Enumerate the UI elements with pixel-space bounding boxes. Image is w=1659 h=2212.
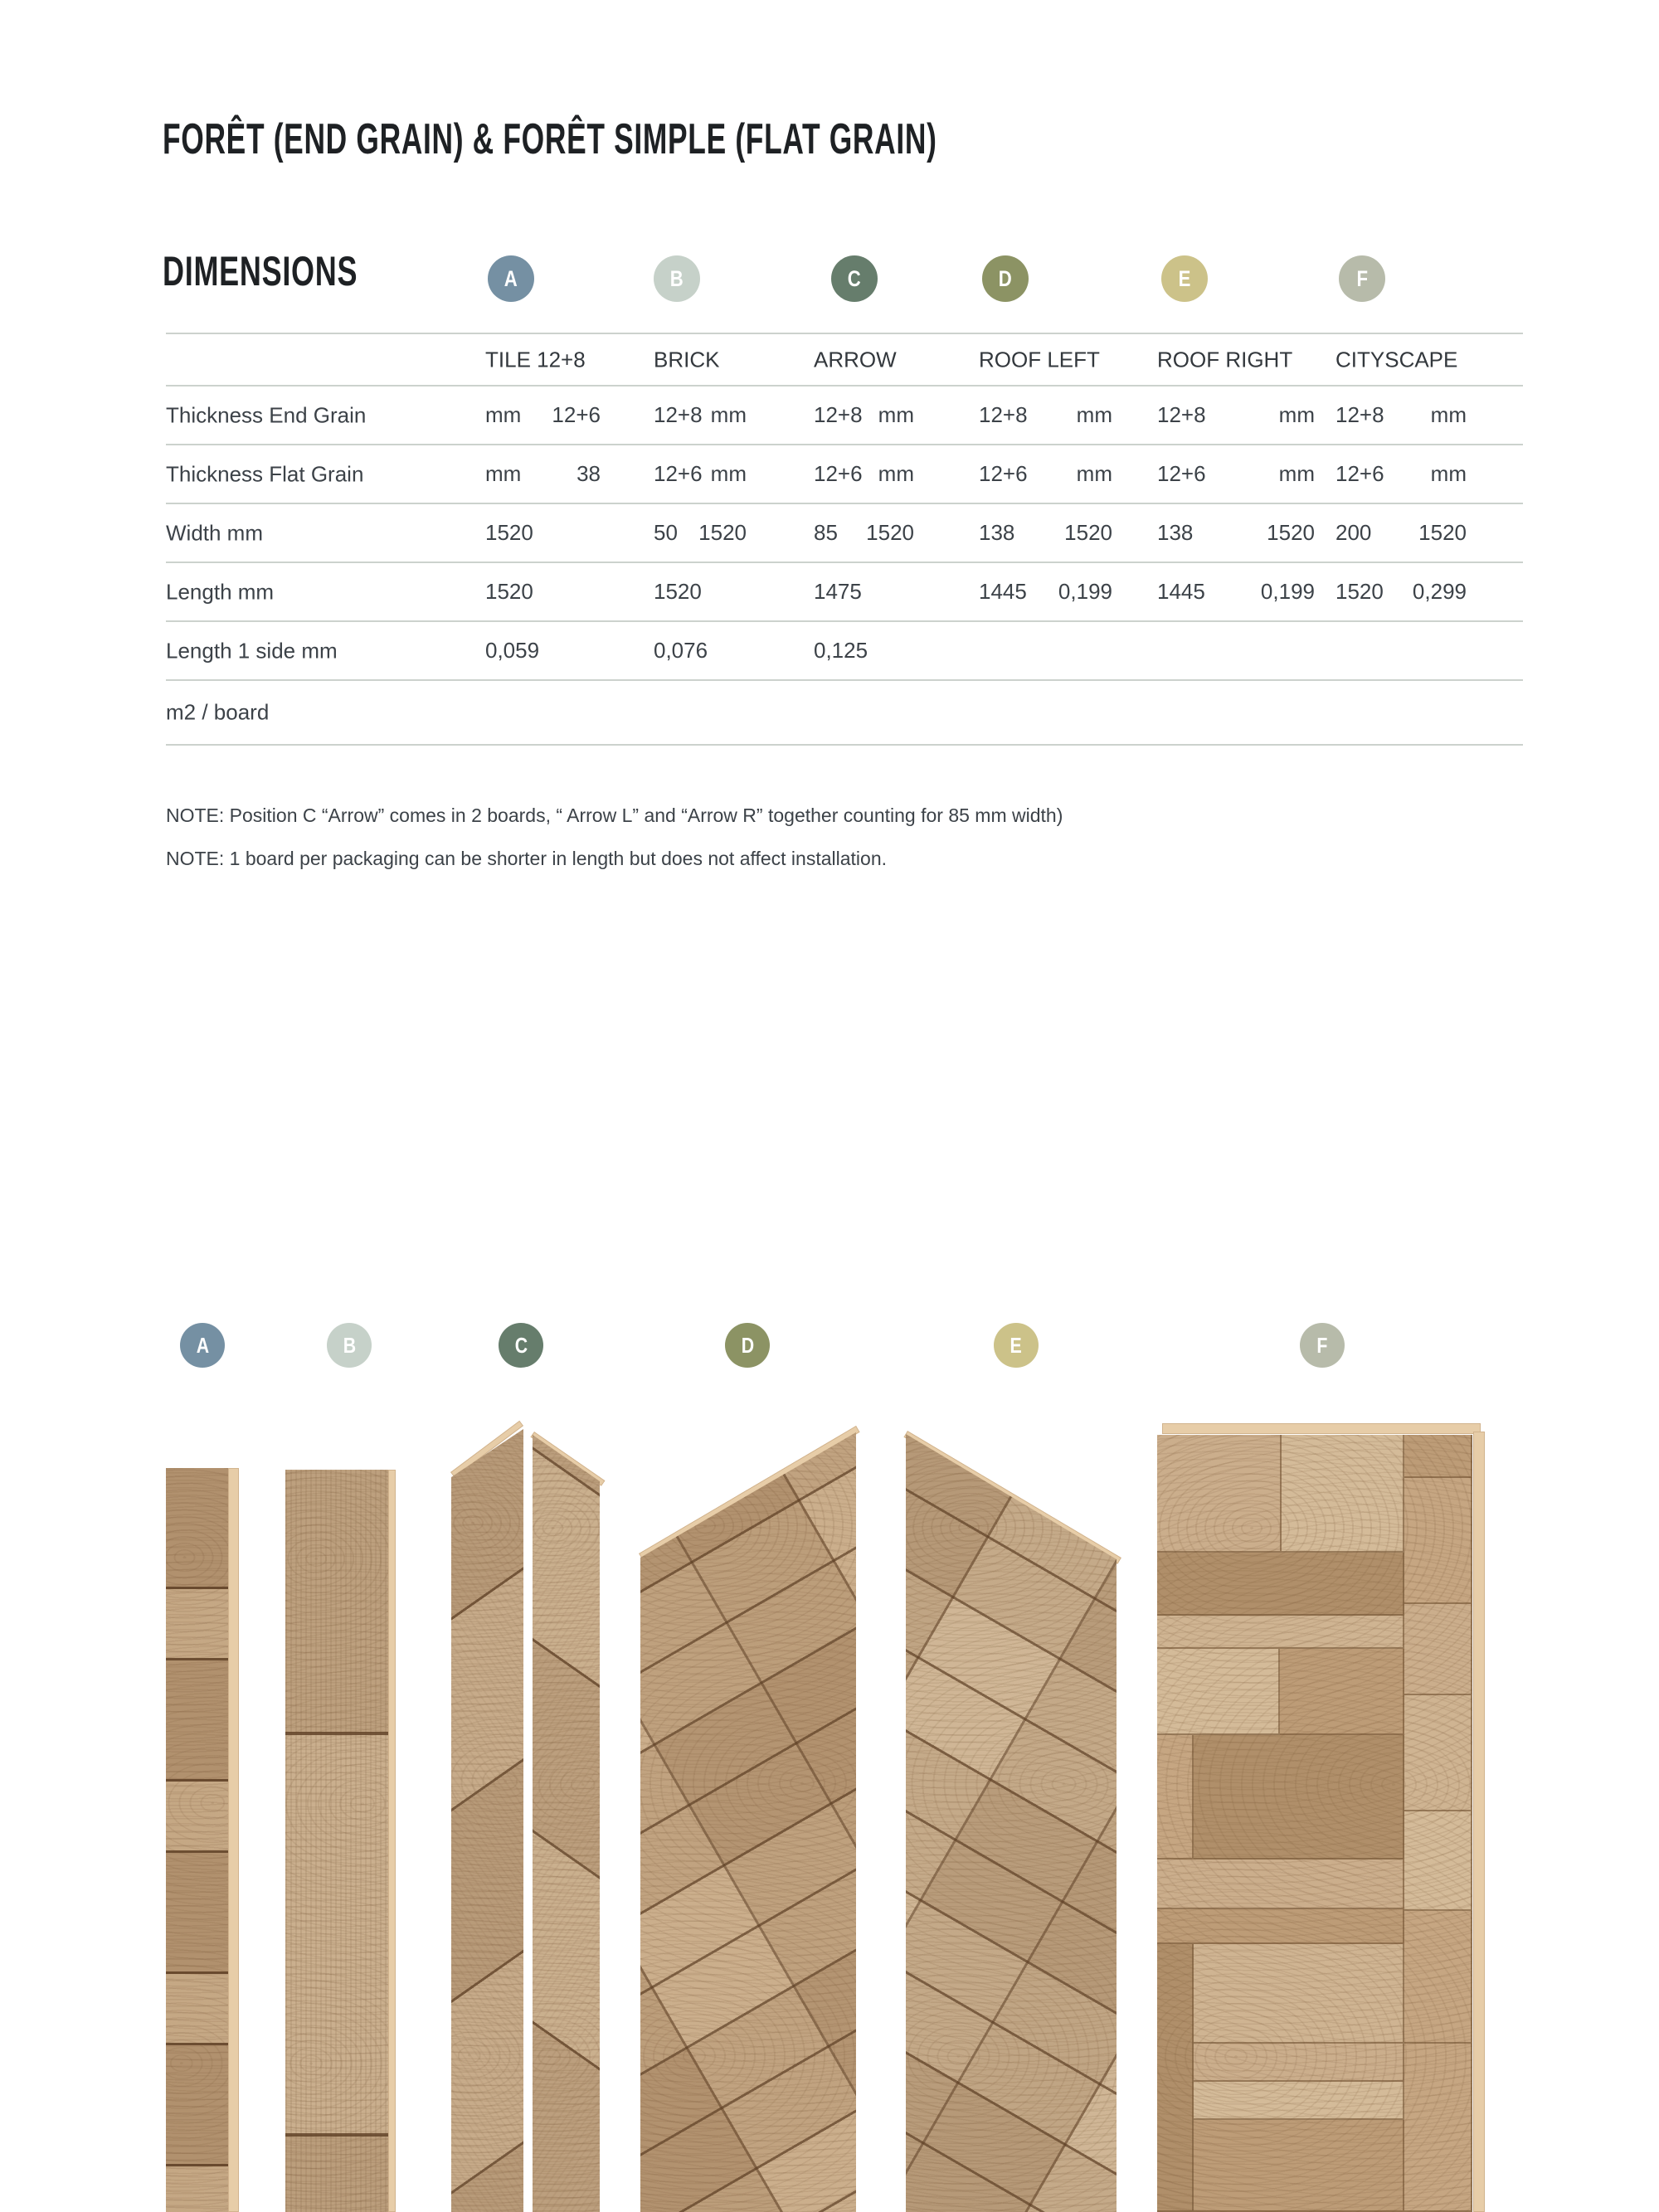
wood-texture (285, 1470, 388, 2212)
wood-sample-roof-right (906, 1434, 1117, 2212)
wood-block (1404, 1695, 1472, 1811)
column-header-c: ARROW (814, 347, 897, 372)
cell-value-left: 12+6 (654, 461, 703, 486)
wood-texture (533, 1435, 600, 2212)
cell-value-right: mm (878, 402, 914, 427)
cell-value-right: mm (710, 461, 747, 486)
plank-tongue (1473, 1432, 1485, 2212)
cell-value-left: 12+8 (814, 402, 863, 427)
wood-block (1157, 1553, 1404, 1616)
cell-value-right: mm (878, 461, 914, 486)
table-cell (979, 622, 1112, 679)
cell-value-left: 12+6 (1335, 461, 1384, 486)
cell-value-right: mm (1076, 402, 1112, 427)
table-cell (1157, 622, 1315, 679)
position-circle-c (831, 255, 878, 302)
table-cell (814, 445, 914, 503)
cell-value-left: 1475 (814, 579, 862, 604)
table-cell (1157, 681, 1315, 744)
table-cell (979, 445, 1112, 503)
cell-value-right: mm (1076, 461, 1112, 486)
plank-tongue (1162, 1423, 1481, 1434)
wood-block (1157, 1735, 1194, 1860)
wood-texture (1157, 1435, 1472, 2212)
row-label: Length 1 side mm (166, 638, 338, 663)
table-cell (1335, 622, 1467, 679)
cell-value-left: 1520 (485, 520, 533, 545)
wood-block (1404, 1604, 1472, 1695)
table-cell (979, 386, 1112, 444)
cell-value-right: mm (1430, 461, 1467, 486)
position-circle-e (994, 1323, 1039, 1368)
table-cell (485, 504, 601, 562)
wood-sample-brick (285, 1470, 396, 2212)
table-row (166, 444, 1523, 503)
table-row (166, 620, 1523, 679)
cell-value-left: 12+6 (979, 461, 1028, 486)
cell-value-left: 85 (814, 520, 838, 545)
wood-block (1194, 2120, 1404, 2212)
cell-value-right: 0,299 (1412, 579, 1467, 604)
row-label: Width mm (166, 520, 263, 545)
table-cell (654, 445, 747, 503)
position-circle-a (180, 1323, 225, 1368)
table-cell (654, 386, 747, 444)
cell-value-left: 12+6 (814, 461, 863, 486)
cell-value-left: 138 (979, 520, 1015, 545)
position-circle-e (1161, 255, 1208, 302)
position-letter: B (343, 1332, 356, 1358)
table-cell (1157, 504, 1315, 562)
position-circle-d (725, 1323, 770, 1368)
cell-value-left: mm (485, 461, 522, 486)
cell-value-right: mm (1278, 461, 1315, 486)
table-cell (485, 386, 601, 444)
table-cell (1157, 386, 1315, 444)
wood-block (1157, 1860, 1404, 1909)
plank-tongue (228, 1468, 239, 2212)
cell-value-left: 0,076 (654, 638, 708, 663)
position-letter: D (999, 265, 1012, 291)
dimensions-heading: DIMENSIONS (163, 248, 358, 294)
cell-value-left: 0,125 (814, 638, 868, 663)
wood-texture (640, 1432, 856, 2212)
page-title: FORÊT (END GRAIN) & FORÊT SIMPLE (FLAT GRAIN) (163, 115, 937, 163)
wood-sample-cityscape (1157, 1423, 1485, 2212)
position-letter: C (514, 1332, 528, 1358)
table-cell (1335, 445, 1467, 503)
table-cell (485, 622, 601, 679)
table-row (166, 503, 1523, 562)
cell-value-right: 1520 (866, 520, 914, 545)
table-cell (485, 681, 601, 744)
wood-block (1404, 1435, 1472, 1478)
cell-value-left: 1520 (654, 579, 702, 604)
table-cell (814, 563, 914, 620)
cell-value-left: 138 (1157, 520, 1194, 545)
table-cell (814, 622, 914, 679)
position-letter: F (1356, 265, 1368, 291)
wood-block (1194, 1944, 1404, 2044)
cell-value-left: mm (485, 402, 522, 427)
table-cell (979, 681, 1112, 744)
column-header-b: BRICK (654, 347, 720, 372)
table-cell (1157, 445, 1315, 503)
wood-sample-arrow-left (451, 1429, 523, 2212)
wood-sample-tile (166, 1468, 239, 2212)
wood-texture (166, 1468, 228, 2212)
table-cell (485, 563, 601, 620)
cell-value-left: 12+8 (1157, 402, 1206, 427)
cell-value-left: 12+8 (1335, 402, 1384, 427)
cell-value-left: 0,059 (485, 638, 540, 663)
table-cell (1335, 681, 1467, 744)
wood-sample-roof-left (640, 1432, 856, 2212)
wood-block (1282, 1435, 1404, 1553)
table-cell (654, 563, 747, 620)
row-label: Thickness End Grain (166, 402, 367, 427)
column-header-d: ROOF LEFT (979, 347, 1100, 372)
position-letter: C (848, 265, 861, 291)
table-cell (1335, 386, 1467, 444)
wood-texture (451, 1429, 523, 2212)
table-cell (1335, 504, 1467, 562)
cell-value-left: 12+8 (654, 402, 703, 427)
note-packaging: NOTE: 1 board per packaging can be shorter in length but does not affect installation. (166, 848, 888, 869)
position-letter: A (504, 265, 518, 291)
row-label: Length mm (166, 579, 275, 604)
cell-value-left: 12+8 (979, 402, 1028, 427)
table-row (166, 562, 1523, 620)
cell-value-right: mm (1278, 402, 1315, 427)
position-circle-b (327, 1323, 372, 1368)
position-circle-f (1339, 255, 1385, 302)
column-header-e: ROOF RIGHT (1157, 347, 1293, 372)
table-cell (814, 386, 914, 444)
wood-block (1157, 1944, 1194, 2212)
position-circle-b (654, 255, 700, 302)
table-cell (654, 504, 747, 562)
cell-value-right: 0,199 (1260, 579, 1315, 604)
table-cell (979, 504, 1112, 562)
wood-block (1194, 1735, 1404, 1860)
cell-value-left: 1520 (1335, 579, 1384, 604)
position-letter: F (1316, 1332, 1328, 1358)
position-letter: E (1178, 265, 1191, 291)
wood-texture (906, 1434, 1117, 2212)
dimensions-table (166, 333, 1523, 746)
column-header-f: CITYSCAPE (1335, 347, 1458, 372)
position-circle-a (488, 255, 534, 302)
table-cell (814, 681, 914, 744)
wood-block (1404, 2044, 1472, 2212)
table-row (166, 679, 1523, 746)
position-letter: E (1010, 1332, 1023, 1358)
wood-block (1157, 1435, 1282, 1553)
cell-value-right: 12+6 (552, 402, 601, 427)
cell-value-right: 1520 (1418, 520, 1467, 545)
cell-value-left: 1445 (1157, 579, 1205, 604)
cell-value-left: 1520 (485, 579, 533, 604)
table-cell (654, 681, 747, 744)
position-circle-c (499, 1323, 543, 1368)
wood-block (1404, 1811, 1472, 1911)
wood-sample-arrow-right (533, 1435, 600, 2212)
wood-block (1157, 1909, 1404, 1944)
wood-block (1404, 1911, 1472, 2044)
table-cell (485, 445, 601, 503)
wood-block (1194, 2082, 1404, 2120)
table-cell (814, 504, 914, 562)
wood-block (1194, 2044, 1404, 2082)
cell-value-right: 1520 (1064, 520, 1112, 545)
plank-tongue (388, 1470, 396, 2212)
column-header-a: TILE 12+8 (485, 347, 586, 372)
cell-value-right: mm (1430, 402, 1467, 427)
table-cell (1157, 563, 1315, 620)
cell-value-right: 1520 (698, 520, 747, 545)
cell-value-right: 0,199 (1058, 579, 1112, 604)
table-cell (654, 622, 747, 679)
cell-value-left: 12+6 (1157, 461, 1206, 486)
row-label: Thickness Flat Grain (166, 461, 364, 486)
table-cell (1335, 563, 1467, 620)
position-letter: B (670, 265, 684, 291)
cell-value-right: 38 (577, 461, 601, 486)
wood-block (1404, 1478, 1472, 1604)
wood-block (1157, 1616, 1404, 1649)
table-cell (979, 563, 1112, 620)
wood-block (1280, 1649, 1404, 1735)
cell-value-right: mm (710, 402, 747, 427)
table-row (166, 385, 1523, 444)
position-circle-d (982, 255, 1029, 302)
position-letter: D (741, 1332, 754, 1358)
cell-value-right: 1520 (1267, 520, 1315, 545)
cell-value-left: 1445 (979, 579, 1027, 604)
wood-block (1157, 1649, 1280, 1735)
note-arrow: NOTE: Position C “Arrow” comes in 2 boards, “ Arrow L” and “Arrow R” together counting for 85 mm width) (166, 805, 1063, 826)
cell-value-left: 50 (654, 520, 678, 545)
position-letter: A (196, 1332, 209, 1358)
cell-value-left: 200 (1335, 520, 1372, 545)
position-circle-f (1300, 1323, 1345, 1368)
row-label: m2 / board (166, 699, 270, 725)
table-header-row (166, 333, 1523, 385)
